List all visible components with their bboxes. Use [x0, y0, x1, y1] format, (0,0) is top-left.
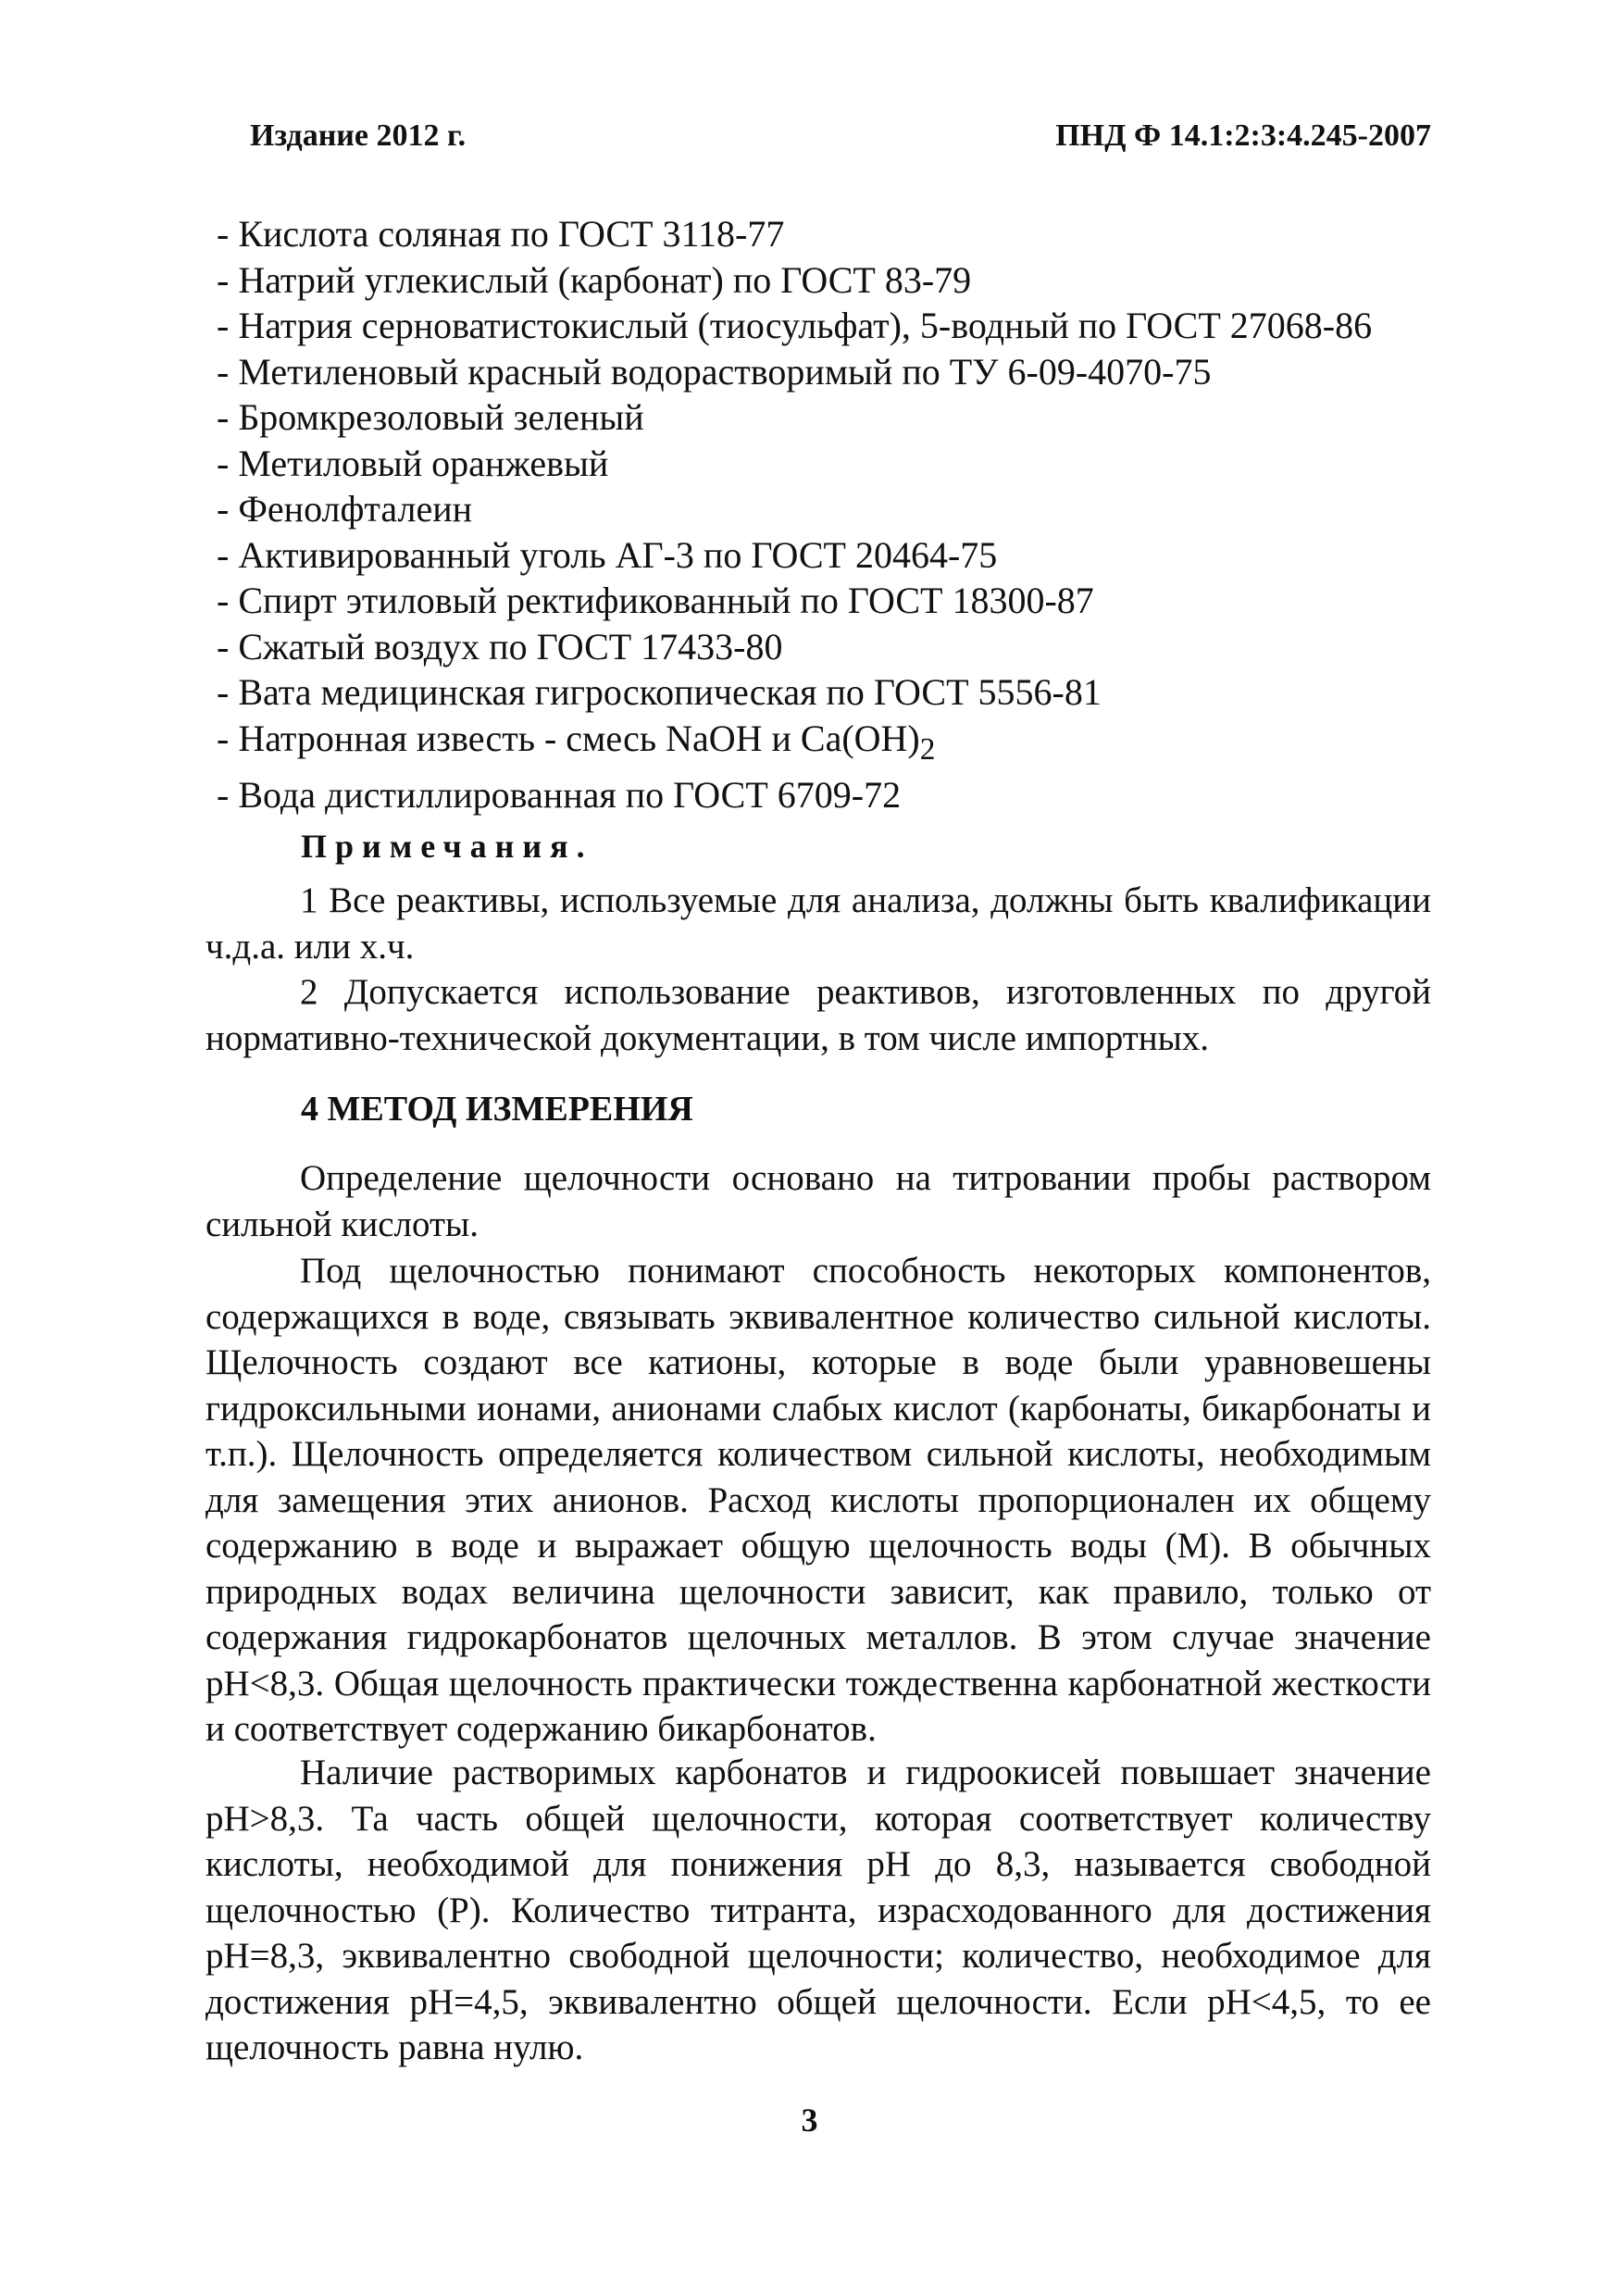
- reagent-item: - Метиленовый красный водорастворимый по ТУ 6-09-4070-75: [217, 350, 1212, 393]
- reagent-item: - Натрия серноватистокислый (тиосульфат), 5-водный по ГОСТ 27068-86: [217, 305, 1373, 346]
- reagent-item: - Вата медицинская гигроскопическая по ГОСТ 5556-81: [217, 671, 1102, 713]
- document-code: ПНД Ф 14.1:2:3:4.245-2007: [1055, 119, 1431, 153]
- note-paragraph: 2 Допускается использование реактивов, изготовленных по другой нормативно-технической документации, в том числе импортных.: [205, 972, 1431, 1058]
- reagent-item: - Активированный уголь АГ-3 по ГОСТ 20464-75: [217, 533, 998, 576]
- section-paragraph: Определение щелочности основано на титровании пробы раствором сильной кислоты.: [205, 1158, 1431, 1244]
- reagent-item: - Вода дистиллированная по ГОСТ 6709-72: [217, 774, 902, 816]
- section-paragraph: Под щелочностью понимают способность некоторых компонентов, содержащихся в воде, связывать эквивалентное количество сильной кислоты. Щелочность создают все катионы, которые в воде были уравновешены гидроксильными ионами, анионами слабых кислот (карбонаты, бикарбонаты и т.п.). Щелочность определяется количеством сильной кислоты, необходимым для замещения этих анионов. Расход кислоты пропорционален их общему содержанию в воде и выражает общую щелочность воды (М). В обычных природных водах величина щелочности зависит, как правило, только от содержания гидрокарбонатов щелочных металлов. В этом случае значение рН<8,3. Общая щелочность практически тождественна карбонатной жесткости и соответствует содержанию бикарбонатов.: [205, 1251, 1431, 1749]
- reagent-text: - Натронная известь - смесь NaOH и Ca(OH): [217, 717, 920, 759]
- reagent-item: - Бромкрезоловый зеленый: [217, 396, 644, 438]
- note-paragraph: 1 Все реактивы, используемые для анализа, должны быть квалификации ч.д.а. или х.ч.: [205, 880, 1431, 967]
- reagent-item: - Спирт этиловый ректификованный по ГОСТ 18300-87: [217, 580, 1094, 621]
- reagent-item: - Фенолфталеин: [217, 488, 473, 530]
- section-paragraph: Наличие растворимых карбонатов и гидроокисей повышает значение рН>8,3. Та часть общей щелочности, которая соответствует количеству кислоты, необходимой для понижения рН до 8,3, называется свободной щелочностью (Р). Количество титранта, израсходованного для достижения рН=8,3, эквивалентно свободной щелочности; количество, необходимое для достижения рН=4,5, эквивалентно общей щелочности. Если рН<4,5, то ее щелочность равна нулю.: [205, 1753, 1431, 2067]
- reagent-item-with-subscript: [217, 716, 1372, 773]
- reagent-item: - Кислота соляная по ГОСТ 3118-77: [217, 213, 785, 255]
- edition-label: Издание 2012 г.: [250, 119, 467, 153]
- page-header: [250, 119, 1431, 165]
- notes-heading: Примечания.: [301, 828, 593, 865]
- reagent-item: - Метиловый оранжевый: [217, 442, 609, 484]
- reagent-subscript: 2: [919, 731, 936, 767]
- reagent-item: - Сжатый воздух по ГОСТ 17433-80: [217, 625, 783, 668]
- reagent-item: - Натрий углекислый (карбонат) по ГОСТ 83-79: [217, 258, 972, 301]
- section-heading: 4 МЕТОД ИЗМЕРЕНИЯ: [301, 1090, 693, 1129]
- page-number: 3: [801, 2102, 818, 2139]
- reagent-list: [217, 211, 1372, 818]
